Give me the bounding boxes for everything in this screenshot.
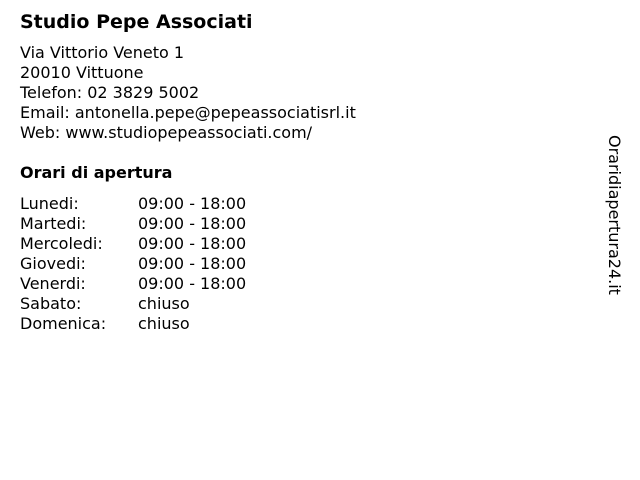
brand-watermark: Oraridiapertura24.it xyxy=(605,135,624,295)
day-label: Mercoledi: xyxy=(20,234,103,253)
day-label: Lunedi: xyxy=(20,194,79,213)
website: Web: www.studiopepeassociati.com/ xyxy=(20,123,313,142)
business-name: Studio Pepe Associati xyxy=(20,11,253,33)
day-label: Domenica: xyxy=(20,314,107,333)
time-value: 09:00 - 18:00 xyxy=(138,234,247,253)
address-street: Via Vittorio Veneto 1 xyxy=(20,43,185,62)
contact-info xyxy=(20,43,356,143)
day-label: Venerdi: xyxy=(20,274,86,293)
time-value: 09:00 - 18:00 xyxy=(138,194,247,213)
time-value: 09:00 - 18:00 xyxy=(138,254,247,273)
phone-number: Telefon: 02 3829 5002 xyxy=(20,83,200,102)
day-label: Martedi: xyxy=(20,214,87,233)
day-label: Sabato: xyxy=(20,294,82,313)
time-value: 09:00 - 18:00 xyxy=(138,274,247,293)
time-value: chiuso xyxy=(138,294,190,313)
time-value: 09:00 - 18:00 xyxy=(138,214,247,233)
email-address: Email: antonella.pepe@pepeassociatisrl.it xyxy=(20,103,356,122)
day-label: Giovedi: xyxy=(20,254,86,273)
hours-heading: Orari di apertura xyxy=(20,163,173,182)
time-value: chiuso xyxy=(138,314,190,333)
address-city: 20010 Vittuone xyxy=(20,63,144,82)
